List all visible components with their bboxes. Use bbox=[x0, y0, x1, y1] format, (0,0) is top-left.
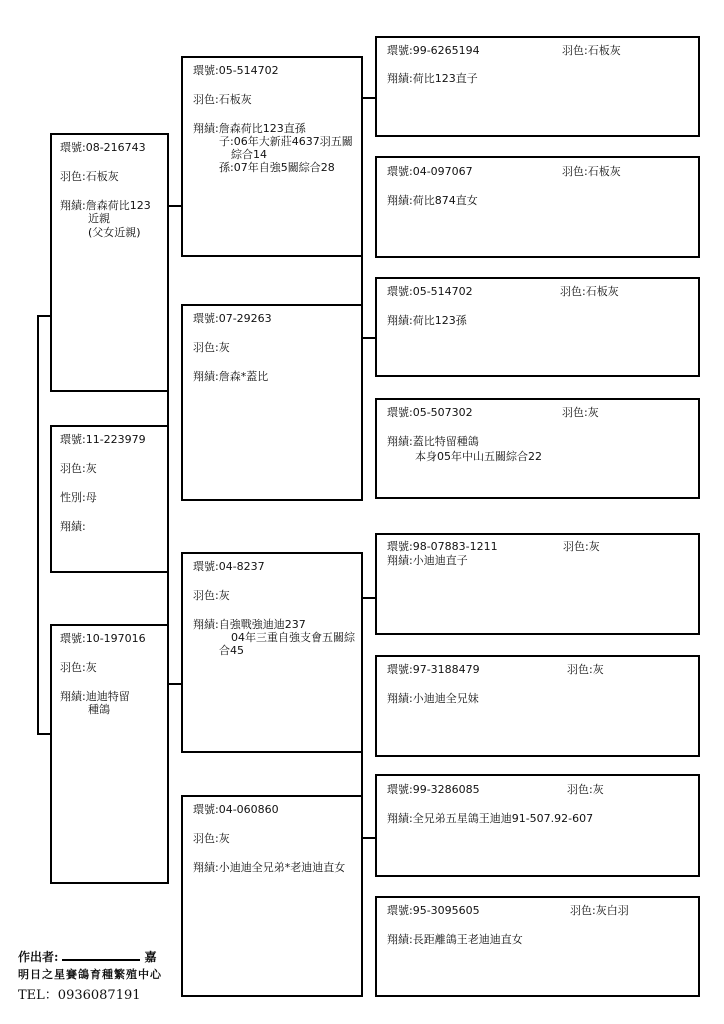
ring-number: 環號:99-6265194 bbox=[387, 44, 480, 57]
plumage-color: 羽色:石板灰 bbox=[562, 44, 621, 57]
connector-line bbox=[37, 315, 51, 317]
pedigree-card-dam bbox=[50, 624, 169, 884]
race-record: 近親 bbox=[88, 212, 110, 225]
author-line bbox=[18, 948, 156, 965]
race-record: 翔績:荷比874直女 bbox=[387, 194, 478, 207]
plumage-color: 羽色:石板灰 bbox=[60, 170, 119, 183]
race-record: 04年三重自強支會五關綜 bbox=[231, 631, 355, 644]
connector-line bbox=[37, 315, 39, 735]
plumage-color: 羽色:灰 bbox=[193, 341, 230, 354]
ring-number: 環號:05-514702 bbox=[193, 64, 279, 77]
ring-number: 環號:07-29263 bbox=[193, 312, 272, 325]
plumage-color: 羽色:灰白羽 bbox=[570, 904, 629, 917]
race-record: 合45 bbox=[219, 644, 244, 657]
telephone: TEL：0936087191 bbox=[18, 988, 141, 1003]
ring-number: 環號:04-097067 bbox=[387, 165, 473, 178]
race-record: 翔績:小迪迪全兄弟*老迪迪直女 bbox=[193, 861, 346, 874]
ring-number: 環號:99-3286085 bbox=[387, 783, 480, 796]
race-record: 翔績: bbox=[60, 520, 86, 533]
pedigree-card-grandparent bbox=[181, 56, 363, 257]
pedigree-card-grandparent bbox=[181, 795, 363, 997]
plumage-color: 羽色:石板灰 bbox=[562, 165, 621, 178]
race-record: 本身05年中山五關綜合22 bbox=[415, 450, 542, 463]
author-blank bbox=[62, 950, 140, 961]
sex: 性別:母 bbox=[60, 491, 97, 504]
pedigree-card-great-grandparent bbox=[375, 398, 700, 499]
race-record: (父女近親) bbox=[88, 226, 141, 239]
race-record: 翔績:詹森荷比123直孫 bbox=[193, 122, 306, 135]
plumage-color: 羽色:灰 bbox=[562, 406, 599, 419]
ring-number: 環號:11-223979 bbox=[60, 433, 146, 446]
plumage-color: 羽色:灰 bbox=[567, 663, 604, 676]
organization-name: 明日之星賽鴿育種繁殖中心 bbox=[18, 968, 162, 981]
author-label: 作出者: bbox=[18, 950, 59, 964]
pedigree-card-grandparent bbox=[181, 552, 363, 753]
pedigree-card-great-grandparent bbox=[375, 36, 700, 137]
race-record: 翔績:蓋比特留種鴿 bbox=[387, 435, 479, 448]
plumage-color: 羽色:灰 bbox=[193, 832, 230, 845]
connector-line bbox=[167, 205, 182, 207]
connector-line bbox=[361, 97, 376, 99]
pedigree-card-great-grandparent bbox=[375, 277, 700, 377]
race-record: 翔績:長距離鴿王老迪迪直女 bbox=[387, 933, 523, 946]
ring-number: 環號:05-507302 bbox=[387, 406, 473, 419]
pedigree-card-great-grandparent bbox=[375, 156, 700, 258]
author-name: 嘉 bbox=[144, 950, 157, 964]
race-record: 翔績:全兄弟五星鴿王迪迪91-507.92-607 bbox=[387, 812, 594, 825]
plumage-color: 羽色:灰 bbox=[60, 462, 97, 475]
ring-number: 環號:04-8237 bbox=[193, 560, 265, 573]
pedigree-card-sire bbox=[50, 133, 169, 392]
race-record: 種鴿 bbox=[88, 703, 110, 716]
ring-number: 環號:08-216743 bbox=[60, 141, 146, 154]
race-record: 翔績:自強戰強迪迪237 bbox=[193, 618, 306, 631]
ring-number: 環號:97-3188479 bbox=[387, 663, 480, 676]
race-record: 翔績:詹森荷比123 bbox=[60, 199, 151, 212]
pedigree-card-subject bbox=[50, 425, 169, 573]
connector-line bbox=[167, 683, 182, 685]
ring-number: 環號:95-3095605 bbox=[387, 904, 480, 917]
plumage-color: 羽色:灰 bbox=[563, 540, 600, 553]
plumage-color: 羽色:灰 bbox=[60, 661, 97, 674]
connector-line bbox=[361, 837, 376, 839]
plumage-color: 羽色:石板灰 bbox=[193, 93, 252, 106]
plumage-color: 羽色:灰 bbox=[567, 783, 604, 796]
ring-number: 環號:05-514702 bbox=[387, 285, 473, 298]
race-record: 翔績:迪迪特留 bbox=[60, 690, 130, 703]
pedigree-card-great-grandparent bbox=[375, 774, 700, 877]
pedigree-card-great-grandparent bbox=[375, 533, 700, 635]
race-record: 翔績:詹森*蓋比 bbox=[193, 370, 269, 383]
race-record: 翔績:小迪迪全兄妹 bbox=[387, 692, 479, 705]
ring-number: 環號:04-060860 bbox=[193, 803, 279, 816]
pedigree-card-great-grandparent bbox=[375, 655, 700, 757]
plumage-color: 羽色:灰 bbox=[193, 589, 230, 602]
plumage-color: 羽色:石板灰 bbox=[560, 285, 619, 298]
race-record: 孫:07年自強5關綜合28 bbox=[219, 161, 335, 174]
ring-number: 環號:10-197016 bbox=[60, 632, 146, 645]
connector-line bbox=[361, 337, 376, 339]
ring-number: 環號:98-07883-1211 bbox=[387, 540, 498, 553]
connector-line bbox=[37, 733, 51, 735]
pedigree-card-great-grandparent bbox=[375, 896, 700, 997]
race-record: 綜合14 bbox=[231, 148, 267, 161]
race-record: 翔績:荷比123孫 bbox=[387, 314, 467, 327]
connector-line bbox=[361, 597, 376, 599]
pedigree-card-grandparent bbox=[181, 304, 363, 501]
race-record: 子:06年大新莊4637羽五關 bbox=[219, 135, 353, 148]
race-record: 翔績:荷比123直子 bbox=[387, 72, 478, 85]
race-record: 翔績:小迪迪直子 bbox=[387, 554, 468, 567]
